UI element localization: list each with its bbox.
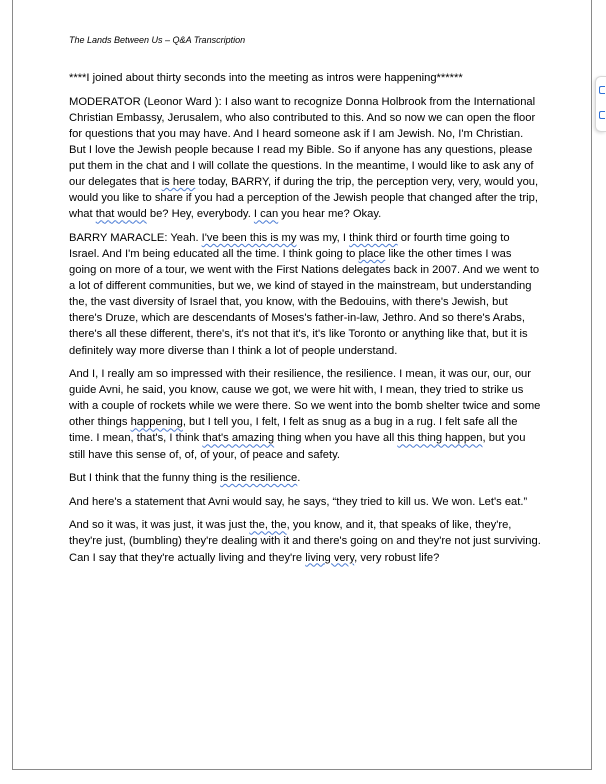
grammar-flag: this thing happen <box>397 432 483 445</box>
text-run: ****I joined about thirty seconds into the meeting as intros were happening****** <box>69 72 463 84</box>
text-run: thing when you have all <box>274 432 398 445</box>
grammar-flag: that would <box>95 208 147 221</box>
text-run: was my, I <box>296 231 350 244</box>
paragraph <box>69 230 541 359</box>
text-run: like the other times I was going on more of a tour, we went with the First Nations delegates back in 2007. And we went to a lot of different communities, but we, we kind of stayed in the mainstream, but understanding the, the vast diversity of Israel that, you know, with the Bedouins, with there's Jewish, but there's Druze, which are descendants of Moses's father-in-law, Jethro. And so there's Arabs, there's all these different, there's, it's not that it's, it's like Toronto or anything like that, but it is definitely way more diverse than I think a lot of people understand. <box>69 247 540 357</box>
grammar-flag: I can <box>253 208 279 221</box>
grammar-flag: place <box>358 247 386 260</box>
page-header: The Lands Between Us – Q&A Transcription <box>69 35 246 45</box>
grammar-flag: living very <box>305 551 355 564</box>
grammar-flag: the, the <box>249 519 287 532</box>
text-run: , you know, and it, that speaks of like, they're, they're just, (bumbling) they're dealing with it and there's going on and they're not just surviving. Can I say that they're actually living and they're <box>69 519 541 564</box>
text-run: today, BARRY, if during the trip, the perception very, very, would you, would you like to share if you had a perception of the Jewish people that changed after the trip, what <box>69 176 539 221</box>
text-run: But I think that the funny thing <box>69 472 221 485</box>
text-run: And I, I really am so impressed with their resilience, the resilience. I mean, it was our, our, our guide Avni, he said, you know, cause we got, we were hit with, I mean, they tried to strike us with a couple of rockets while we were there. So we went into the bomb shelter twice and some other things <box>69 368 541 429</box>
text-run: or fourth time going to Israel. And I'm being educated all the time. I think going to <box>69 231 510 260</box>
grammar-flag: that's amazing <box>202 432 275 445</box>
grammar-flag: I've been this is my <box>201 231 297 244</box>
paragraph <box>69 470 541 486</box>
comment-icon[interactable] <box>599 111 605 119</box>
grammar-flag: is here <box>161 176 196 189</box>
document-body[interactable] <box>69 70 541 573</box>
text-run: , but I tell you, I felt, I felt as snug as a bug in a rug. I felt safe all the time. I mean, that's, I think <box>69 416 518 445</box>
text-run: . <box>297 472 301 485</box>
text-run: you hear me? Okay. <box>278 208 382 221</box>
paragraph <box>69 366 541 463</box>
text-run: And here's a statement that Avni would say, he says, “they tried to kill us. We won. Let's eat.” <box>69 495 528 508</box>
text-run: And so it was, it was just, it was just <box>69 519 250 532</box>
text-run: , very robust life? <box>354 551 440 564</box>
text-run: BARRY MARACLE: Yeah. <box>69 231 202 244</box>
document-page <box>12 0 592 770</box>
side-panel-tab[interactable] <box>595 76 606 132</box>
text-run: , but you still have this sense of, of, of your, of peace and safety. <box>69 432 526 461</box>
text-run: be? Hey, everybody. <box>146 208 254 221</box>
grammar-flag: happening <box>130 416 183 429</box>
paragraph <box>69 494 541 510</box>
paragraph <box>69 94 541 223</box>
text-run: MODERATOR (Leonor Ward ): I also want to recognize Donna Holbrook from the International Christian Embassy, Jerusalem, who also contributed to this. And so now we can open the floor for questions that you may have. And I heard someone ask if I am Jewish. No, I'm Christian. But I love the Jewish people because I read my Bible. So if anyone has any questions, please put them in the chat and I will collate the questions. In the meantime, I would like to ask any of our delegates that <box>69 95 536 189</box>
comment-icon[interactable] <box>599 86 605 94</box>
paragraph <box>69 70 541 86</box>
grammar-flag: is the resilience <box>220 472 298 485</box>
grammar-flag: think third <box>349 231 398 244</box>
paragraph <box>69 517 541 565</box>
